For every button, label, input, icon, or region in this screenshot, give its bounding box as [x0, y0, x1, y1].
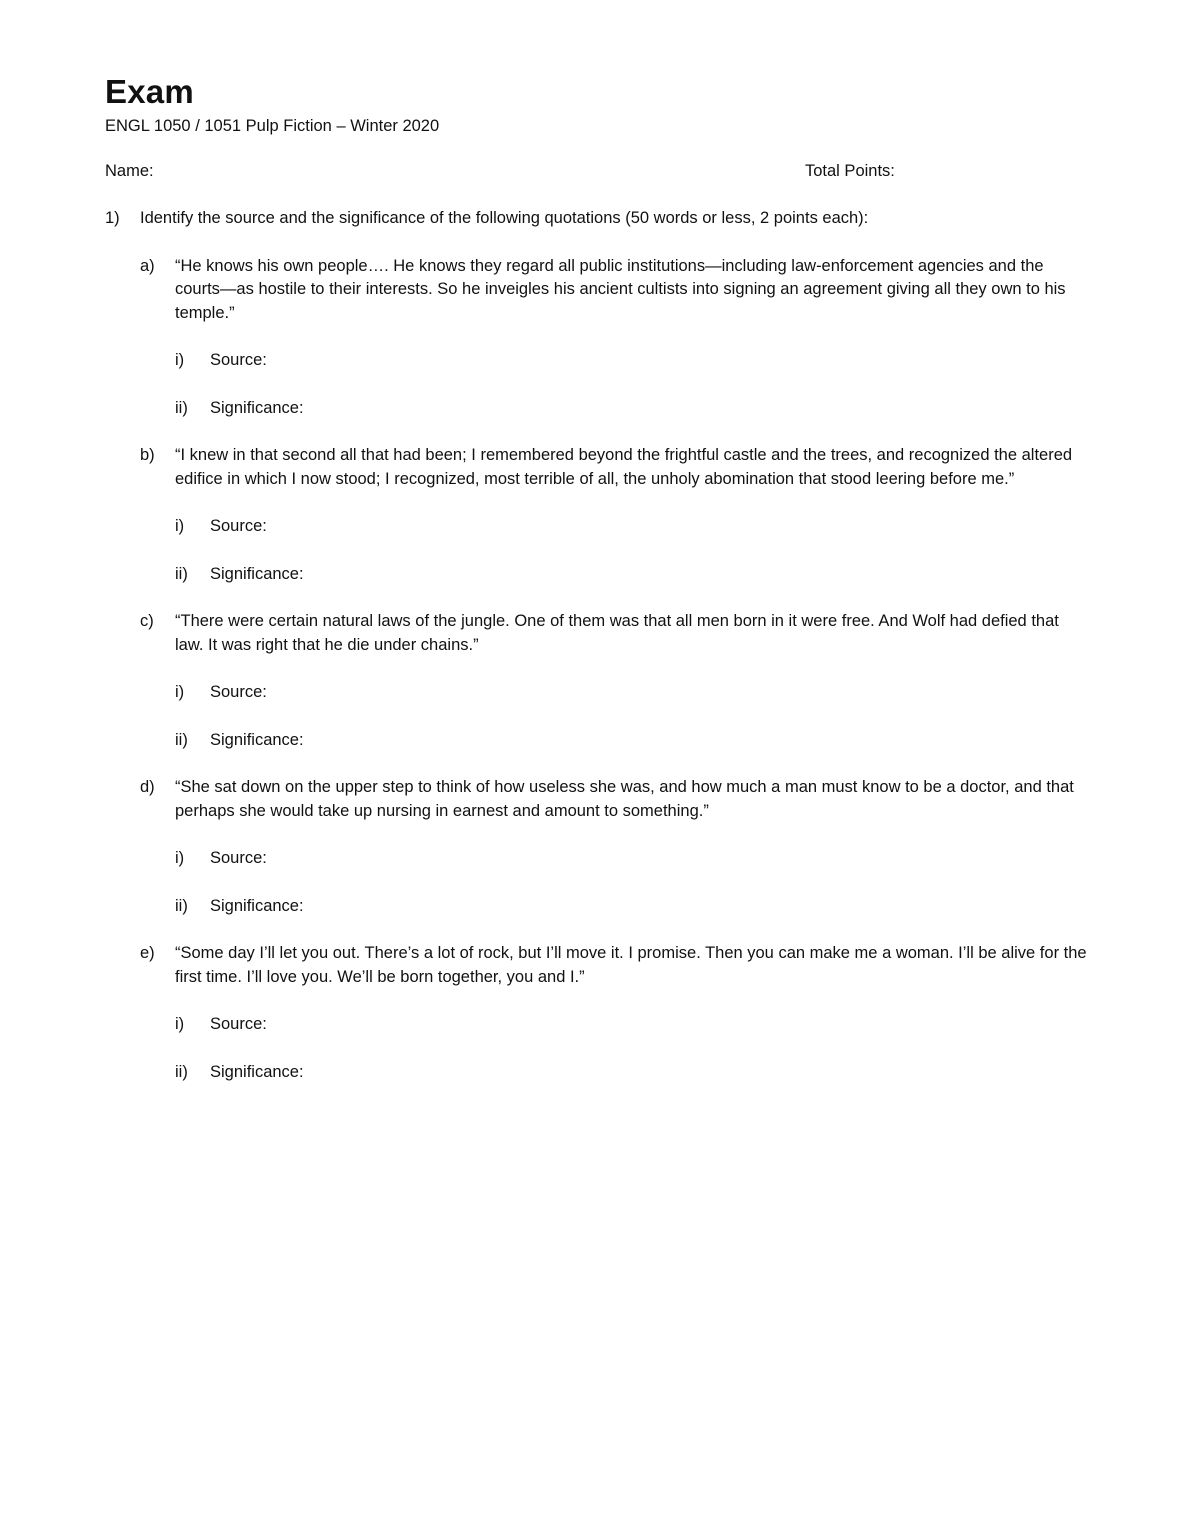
student-info-row — [105, 159, 1090, 183]
answer-marker: i) — [175, 517, 185, 535]
significance-answer — [105, 1061, 1090, 1085]
source-label: Source: — [210, 683, 267, 701]
answer-marker: i) — [175, 1015, 185, 1033]
quotation-item-a — [105, 255, 1090, 421]
quotation-text: “Some day I’ll let you out. There’s a lot of rock, but I’ll move it. I promise. Then you can make me a woman. I’ll be alive for the first time. I’ll love you. We’ll be born together, you and I.” — [175, 944, 1087, 986]
item-marker: c) — [140, 612, 154, 630]
source-answer — [105, 681, 1090, 705]
answer-marker: ii) — [175, 564, 188, 583]
significance-label: Significance: — [210, 730, 304, 749]
quotation-text: “She sat down on the upper step to think of how useless she was, and how much a man must know to be a doctor, and that perhaps she would take up nursing in earnest and amount to something.” — [175, 778, 1074, 820]
answer-marker: ii) — [175, 398, 188, 417]
quotation-item-b — [105, 444, 1090, 586]
source-answer — [105, 515, 1090, 539]
quotation-text: “He knows his own people…. He knows they regard all public institutions—including law-enforcement agencies and the courts—as hostile to their interests. So he inveigles his ancient cultists into signing an agreement giving all they own to his temple.” — [175, 256, 1066, 322]
significance-answer — [105, 397, 1090, 421]
significance-answer — [105, 895, 1090, 919]
source-label: Source: — [210, 517, 267, 535]
significance-answer — [105, 729, 1090, 753]
source-label: Source: — [210, 351, 267, 369]
name-label: Name: — [105, 162, 154, 180]
answer-fields — [175, 349, 1090, 420]
exam-page — [105, 70, 1090, 1108]
answer-marker: i) — [175, 849, 185, 867]
significance-label: Significance: — [210, 896, 304, 915]
source-label: Source: — [210, 1015, 267, 1033]
answer-marker: i) — [175, 351, 185, 369]
quotation-text: “There were certain natural laws of the jungle. One of them was that all men born in it were free. And Wolf had defied that law. It was right that he die under chains.” — [175, 612, 1059, 654]
question-prompt-row — [105, 207, 1090, 231]
source-answer — [105, 1013, 1090, 1037]
item-marker: d) — [140, 778, 155, 796]
answer-fields — [175, 515, 1090, 586]
course-subtitle: ENGL 1050 / 1051 Pulp Fiction – Winter 2020 — [105, 117, 440, 135]
source-answer — [105, 349, 1090, 373]
page-title: Exam — [105, 73, 194, 110]
quotation-item-c — [105, 610, 1090, 752]
answer-marker: ii) — [175, 1062, 188, 1081]
significance-answer — [105, 563, 1090, 587]
source-answer — [105, 847, 1090, 871]
source-label: Source: — [210, 849, 267, 867]
answer-fields — [175, 1013, 1090, 1084]
quotation-list — [105, 255, 1090, 1085]
answer-marker: i) — [175, 683, 185, 701]
item-marker: b) — [140, 446, 155, 464]
item-marker: a) — [140, 256, 155, 275]
quotation-text: “I knew in that second all that had been; I remembered beyond the frightful castle and the trees, and recognized the altered edifice in which I now stood; I recognized, most terrible of all, the unholy abomination that stood leering before me.” — [175, 446, 1073, 488]
question-1 — [105, 207, 1090, 1084]
question-prompt: Identify the source and the significance of the following quotations (50 words or less, 2 points each): — [140, 209, 869, 227]
significance-label: Significance: — [210, 564, 304, 583]
item-marker: e) — [140, 944, 155, 962]
answer-fields — [175, 847, 1090, 918]
quotation-item-d — [105, 776, 1090, 918]
question-number: 1) — [105, 209, 120, 227]
significance-label: Significance: — [210, 398, 304, 417]
answer-marker: ii) — [175, 730, 188, 749]
answer-fields — [175, 681, 1090, 752]
answer-marker: ii) — [175, 896, 188, 915]
total-points-label: Total Points: — [805, 162, 895, 180]
quotation-item-e — [105, 942, 1090, 1084]
significance-label: Significance: — [210, 1062, 304, 1081]
